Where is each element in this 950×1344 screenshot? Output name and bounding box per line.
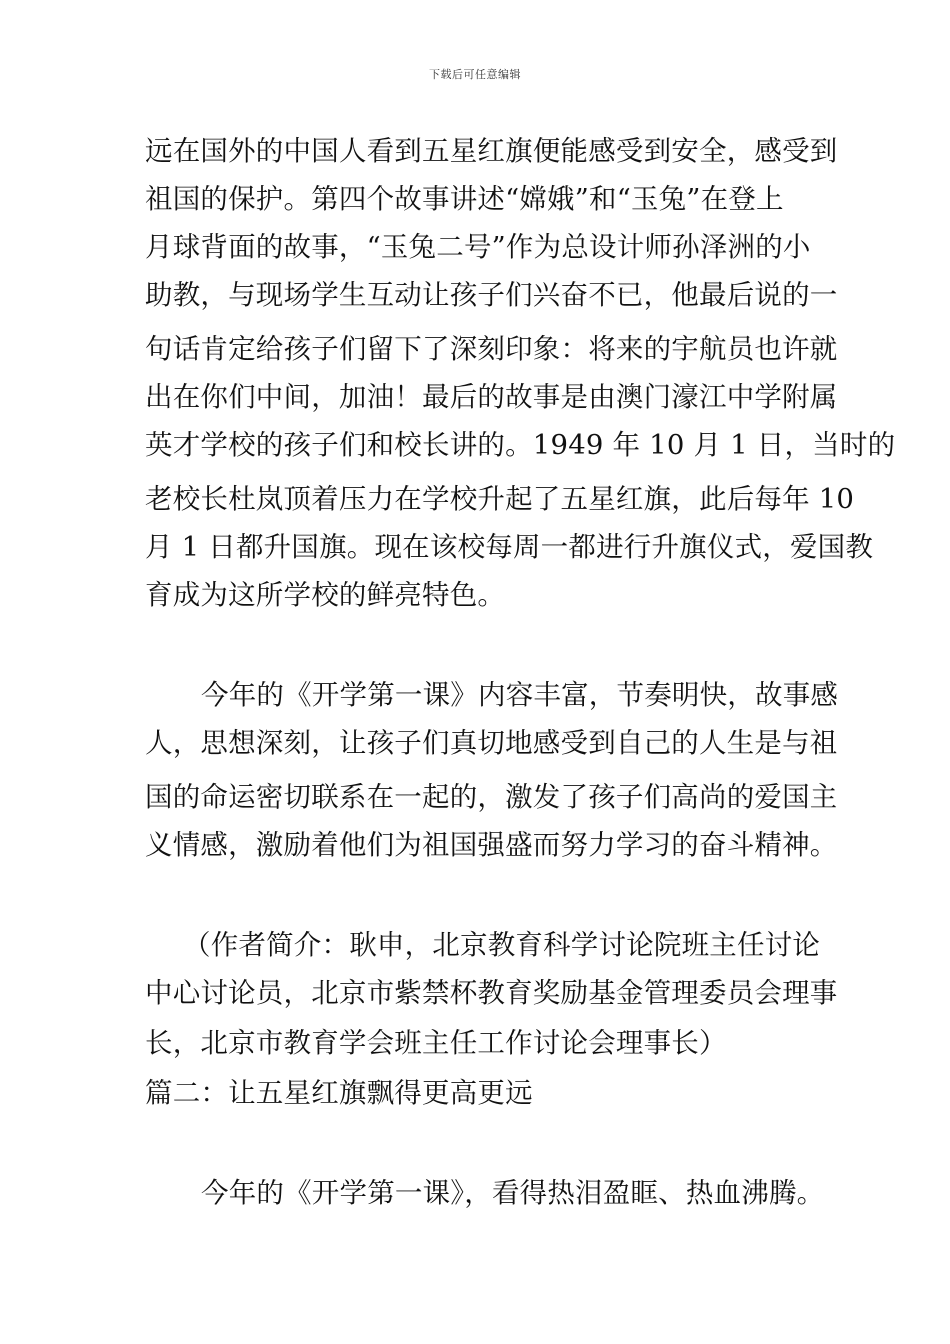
page-header: 下载后可任意编辑 bbox=[429, 68, 521, 81]
body-line: 月球背面的故事，“玉兔二号”作为总设计师孙泽洲的小 bbox=[145, 231, 811, 263]
author-bio-line: （作者简介：耿申，北京教育科学讨论院班主任讨论 bbox=[183, 929, 821, 961]
body-line: 今年的《开学第一课》内容丰富，节奏明快，故事感 bbox=[201, 679, 839, 711]
body-line: 助教，与现场学生互动让孩子们兴奋不已，他最后说的一 bbox=[145, 279, 838, 311]
author-bio-line: 中心讨论员，北京市紫禁杯教育奖励基金管理委员会理事 bbox=[145, 977, 838, 1009]
body-line: 人，思想深刻，让孩子们真切地感受到自己的人生是与祖 bbox=[145, 727, 838, 759]
body-line: 英才学校的孩子们和校长讲的。1949 年 10 月 1 日，当时的 bbox=[145, 429, 896, 461]
section-heading: 篇二：让五星红旗飘得更高更远 bbox=[145, 1077, 533, 1109]
body-line: 祖国的保护。第四个故事讲述“嫦娥”和“玉兔”在登上 bbox=[145, 183, 784, 215]
body-line: 出在你们中间，加油！最后的故事是由澳门濠江中学附属 bbox=[145, 381, 838, 413]
body-line: 育成为这所学校的鲜亮特色。 bbox=[145, 579, 506, 611]
body-line: 句话肯定给孩子们留下了深刻印象：将来的宇航员也许就 bbox=[145, 333, 838, 365]
body-line: 国的命运密切联系在一起的，激发了孩子们高尚的爱国主 bbox=[145, 781, 838, 813]
author-bio-line: 长，北京市教育学会班主任工作讨论会理事长） bbox=[145, 1027, 727, 1059]
body-line: 老校长杜岚顶着压力在学校升起了五星红旗，此后每年 10 bbox=[145, 483, 855, 515]
body-line: 月 1 日都升国旗。现在该校每周一都进行升旗仪式，爱国教 bbox=[145, 531, 874, 563]
body-line: 义情感，激励着他们为祖国强盛而努力学习的奋斗精神。 bbox=[145, 829, 838, 861]
body-line: 远在国外的中国人看到五星红旗便能感受到安全，感受到 bbox=[145, 135, 838, 167]
body-line: 今年的《开学第一课》，看得热泪盈眶、热血沸腾。 bbox=[201, 1177, 825, 1209]
